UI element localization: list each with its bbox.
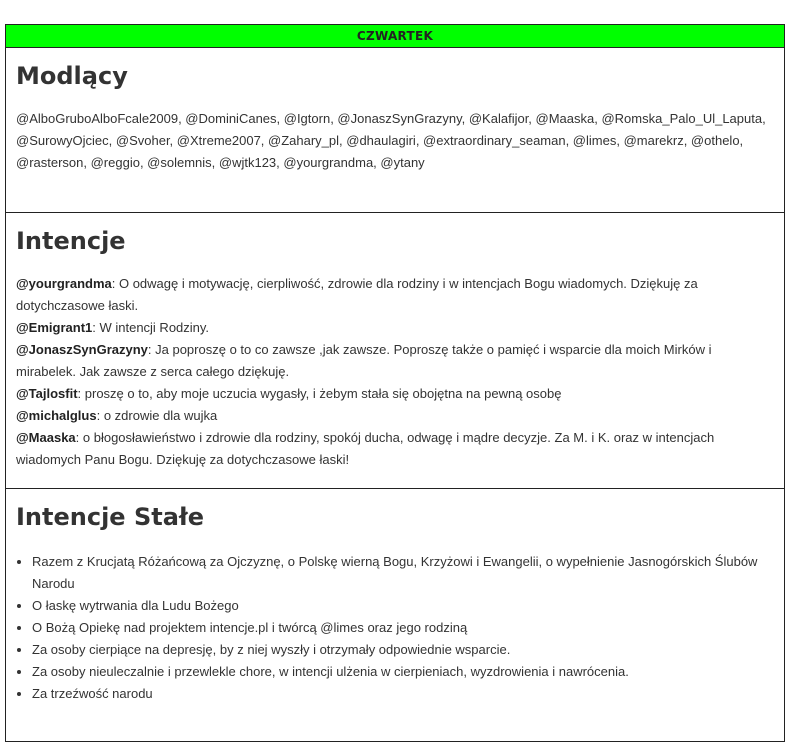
praying-title: Modlący <box>16 62 128 90</box>
permanent-item: • Za osoby nieuleczalnie i przewlekle chore, w intencji ulżenia w cierpieniach, wyzdrowienia i nawrócenia. <box>32 661 774 683</box>
intentions-list <box>16 273 774 471</box>
intention-user[interactable]: @yourgrandma <box>16 276 112 291</box>
permanent-section <box>6 489 784 705</box>
intention-text: : o zdrowie dla wujka <box>96 408 218 423</box>
praying-section <box>6 48 784 212</box>
intention-text: : proszę o to, aby moje uczucia wygasły, i żebym stała się obojętna na pewną osobę <box>77 386 562 401</box>
intention-user[interactable]: @JonaszSynGrazyny <box>16 342 148 357</box>
permanent-item: • Za trzeźwość narodu <box>32 683 774 705</box>
intention-text: : Ja poproszę o to co zawsze ,jak zawsze. Poproszę także o pamięć i wsparcie dla moich Mirków i mirabelek. Jak zawsze z serca całego dziękuję. <box>16 342 712 379</box>
intentions-title: Intencje <box>16 227 126 255</box>
day-label: CZWARTEK <box>6 25 784 48</box>
permanent-title: Intencje Stałe <box>16 503 205 531</box>
permanent-item: • O łaskę wytrwania dla Ludu Bożego <box>32 595 774 617</box>
intention-text: : O odwagę i motywację, cierpliwość, zdrowie dla rodziny i w intencjach Bogu wiadomych. Dziękuję za dotychczasowe łaski. <box>16 276 698 313</box>
day-panel <box>5 24 785 742</box>
intention-user[interactable]: @Tajlosfit <box>16 386 78 401</box>
intention-item <box>16 427 774 471</box>
intention-user[interactable]: @Maaska <box>16 430 76 445</box>
intention-item <box>16 339 774 383</box>
intention-text: : o błogosławieństwo i zdrowie dla rodziny, spokój ducha, odwagę i mądre decyzje. Za M. i K. oraz w intencjach wiadomych Panu Bogu. Dziękuję za dotychczasowe łaski! <box>16 430 715 467</box>
intention-user[interactable]: @Emigrant1 <box>16 320 93 335</box>
intention-item <box>16 317 774 339</box>
intentions-section <box>6 213 784 488</box>
intention-item <box>16 383 774 405</box>
intention-text: : W intencji Rodziny. <box>92 320 210 335</box>
intention-user[interactable]: @michalglus <box>16 408 97 423</box>
intention-item <box>16 273 774 317</box>
permanent-list <box>16 551 774 705</box>
permanent-item: • Razem z Krucjatą Różańcową za Ojczyznę, o Polskę wierną Bogu, Krzyżowi i Ewangelii, o wypełnienie Jasnogórskich Ślubów Narodu <box>32 551 774 595</box>
permanent-item: • Za osoby cierpiące na depresję, by z niej wyszły i otrzymały odpowiednie wsparcie. <box>32 639 774 661</box>
intention-item <box>16 405 774 427</box>
permanent-item: • O Bożą Opiekę nad projektem intencje.pl i twórcą @limes oraz jego rodziną <box>32 617 774 639</box>
praying-users: @AlboGruboAlboFcale2009, @DominiCanes, @Igtorn, @JonaszSynGrazyny, @Kalafijor, @Maaska, @Romska_Palo_Ul_Laputa, @SurowyOjciec, @Svoher, @Xtreme2007, @Zahary_pl, @dhaulagiri, @extraordinary_seaman, @limes, @marekrz, @othelo, @rasterson, @reggio, @solemnis, @wjtk123, @yourgrandma, @ytany <box>16 111 766 170</box>
